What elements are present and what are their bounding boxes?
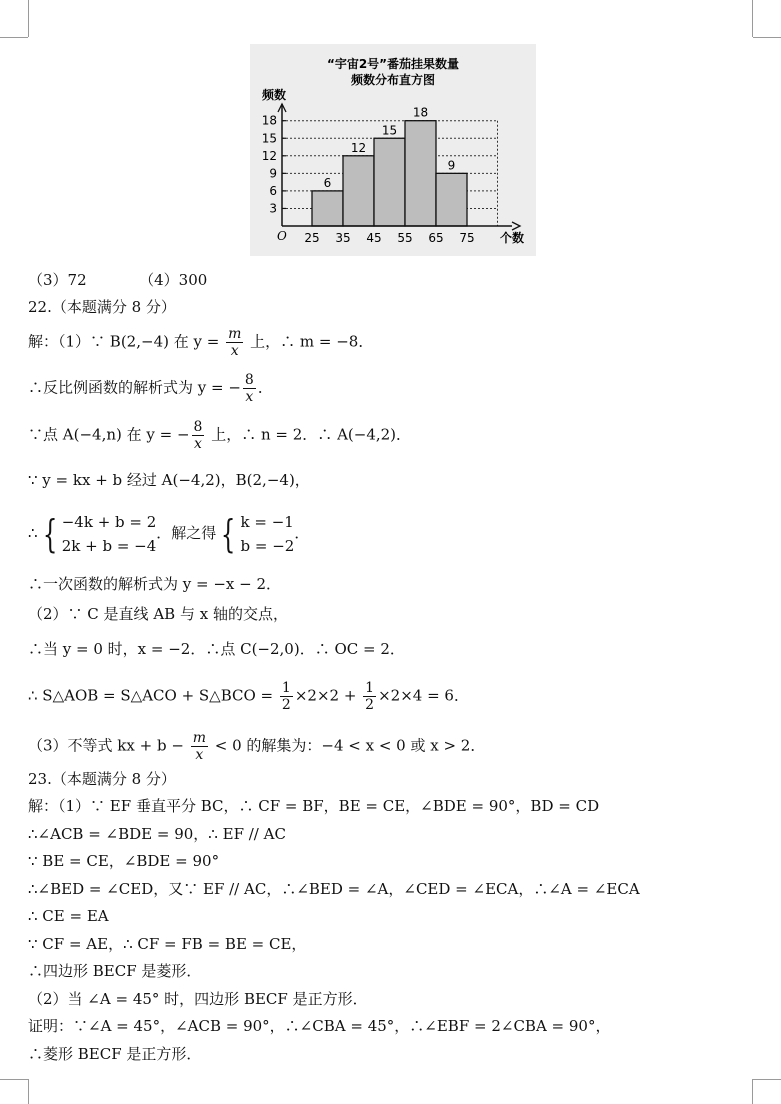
equation: b = −2 <box>240 537 295 555</box>
q22-line-5 <box>28 510 309 558</box>
q22-part2-line-3 <box>28 680 469 713</box>
crop-mark-top-left <box>0 37 28 38</box>
fraction-num: m <box>228 326 242 342</box>
q22-part3-line <box>28 730 485 763</box>
origin-label: O <box>277 229 287 243</box>
q23-line-6: ∵ CF = AE，∴ CF = FB = BE = CE， <box>28 935 307 953</box>
equation: 2k + b = −4 <box>61 537 157 555</box>
equation-system-2 <box>241 510 295 558</box>
y-tick-label: 3 <box>269 201 277 216</box>
x-axis-arrow <box>512 222 520 230</box>
histogram-svg <box>250 44 536 256</box>
fraction-den: 2 <box>365 697 375 713</box>
q22-part2-line-2: ∴当 y = 0 时，x = −2．∴点 C(−2,0)．∴ OC = 2． <box>28 640 405 658</box>
fraction <box>280 680 293 713</box>
q23-heading: 23.（本题满分 8 分） <box>28 770 176 788</box>
brace: { <box>221 512 236 556</box>
crop-mark-top-left-v <box>28 0 29 37</box>
q23-line-4: ∴∠BED = ∠CED，又∵ EF // AC，∴∠BED = ∠A，∠CED = ∠ECA，∴∠A = ∠ECA <box>28 880 640 898</box>
therefore-symbol: ∴ <box>28 524 38 542</box>
q23-part2-line-1: （2）当 ∠A = 45° 时，四边形 BECF 是正方形． <box>28 990 368 1008</box>
text-segment: ． <box>257 378 273 397</box>
fraction-den: x <box>194 436 202 452</box>
chart-title-line1: “宇宙2号”番茄挂果数量 <box>326 57 460 71</box>
x-axis-label: 个数 <box>500 231 525 245</box>
fraction-num: 8 <box>193 419 203 435</box>
q23-line-1: 解：（1）∵ EF 垂直平分 BC，∴ CF = BF，BE = CE，∠BDE = 90°，BD = CD <box>28 797 600 815</box>
q23-line-3: ∵ BE = CE，∠BDE = 90° <box>28 852 220 870</box>
fraction-den: x <box>230 343 239 359</box>
histogram-bar <box>374 138 405 226</box>
equation: k = −1 <box>240 513 294 531</box>
text-segment: ×2×4 = 6． <box>378 686 469 705</box>
fraction-num: 8 <box>244 372 254 388</box>
q22-line-3 <box>28 419 411 452</box>
brace: { <box>42 512 57 556</box>
chart-title-line2: 频数分布直方图 <box>350 73 436 87</box>
text-segment: 上，∴ m = −8． <box>245 332 374 351</box>
fraction-num: m <box>192 730 206 746</box>
text-segment: ∴ S△AOB = S△ACO + S△BCO = <box>28 686 278 705</box>
q23-line-5: ∴ CE = EA <box>28 907 109 925</box>
crop-mark-bottom-left-v <box>28 1079 29 1104</box>
histogram-figure <box>250 44 536 256</box>
y-tick-label: 9 <box>269 166 277 181</box>
histogram-bar <box>312 191 343 226</box>
histogram-bar <box>343 156 374 226</box>
fraction <box>363 680 376 713</box>
text-segment: ∴反比例函数的解析式为 y = − <box>28 378 241 397</box>
y-tick-label: 12 <box>261 148 277 163</box>
fraction-den: 2 <box>281 697 291 713</box>
fraction <box>226 326 243 359</box>
q22-line-4: ∵ y = kx + b 经过 A(−4,2)，B(2,−4)， <box>28 471 310 489</box>
bar-value-label: 9 <box>447 158 456 173</box>
q22-line-1 <box>28 326 373 359</box>
q23-part2-line-2: 证明：∵∠A = 45°，∠ACB = 90°，∴∠CBA = 45°，∴∠EBF = 2∠CBA = 90°， <box>28 1017 611 1035</box>
crop-mark-bottom-right <box>753 1079 781 1080</box>
text-segment: ∵点 A(−4,n) 在 y = − <box>28 425 190 444</box>
crop-mark-bottom-right-v <box>752 1079 753 1104</box>
fraction <box>243 372 256 405</box>
x-tick-label: 25 <box>304 231 320 245</box>
x-tick-label: 75 <box>459 231 475 245</box>
histogram-bar <box>436 173 467 226</box>
histogram-bar <box>405 121 436 226</box>
x-tick-label: 55 <box>397 231 413 245</box>
bar-value-label: 12 <box>350 140 367 155</box>
y-tick-label: 6 <box>269 183 277 198</box>
q23-line-2: ∴∠ACB = ∠BDE = 90，∴ EF // AC <box>28 825 286 843</box>
crop-mark-top-right-v <box>752 0 753 37</box>
q22-line-2 <box>28 372 273 405</box>
bar-value-label: 15 <box>381 123 398 138</box>
q22-part2-line-1: （2）∵ C 是直线 AB 与 x 轴的交点， <box>28 605 288 623</box>
crop-mark-bottom-left <box>0 1079 28 1080</box>
y-axis-label: 频数 <box>262 88 287 102</box>
y-tick-label: 15 <box>261 131 277 146</box>
fraction <box>191 730 208 763</box>
fraction-den: x <box>195 747 204 763</box>
q23-part2-line-3: ∴菱形 BECF 是正方形． <box>28 1045 202 1063</box>
crop-mark-top-right <box>753 37 781 38</box>
q23-line-7: ∴四边形 BECF 是菱形． <box>28 962 202 980</box>
x-tick-label: 45 <box>366 231 382 245</box>
text-segment: （3）不等式 kx + b − <box>28 736 189 755</box>
text-segment: ×2×2 + <box>294 686 362 705</box>
answer-line-3-4: （3）72 （4）300 <box>28 271 208 289</box>
bar-value-label: 6 <box>323 175 332 190</box>
equation: −4k + b = 2 <box>61 513 157 531</box>
fraction <box>192 419 205 452</box>
text-segment: < 0 的解集为：−4 < x < 0 或 x > 2． <box>209 736 486 755</box>
x-tick-label: 35 <box>335 231 351 245</box>
fraction-num: 1 <box>281 680 291 696</box>
text-segment: ． <box>294 524 310 542</box>
text-segment: 上，∴ n = 2．∴ A(−4,2)． <box>206 425 412 444</box>
bar-value-label: 18 <box>412 105 429 120</box>
text-segment: ．解之得 <box>156 524 217 542</box>
fraction-num: 1 <box>365 680 375 696</box>
x-tick-label: 65 <box>428 231 444 245</box>
equation-system-1 <box>62 510 157 558</box>
fraction-den: x <box>245 389 254 405</box>
y-tick-label: 18 <box>261 113 277 128</box>
text-segment: 解：（1）∵ B(2,−4) 在 y = <box>28 332 225 351</box>
q22-line-6: ∴一次函数的解析式为 y = −x − 2． <box>28 575 282 593</box>
q22-heading: 22.（本题满分 8 分） <box>28 298 176 316</box>
